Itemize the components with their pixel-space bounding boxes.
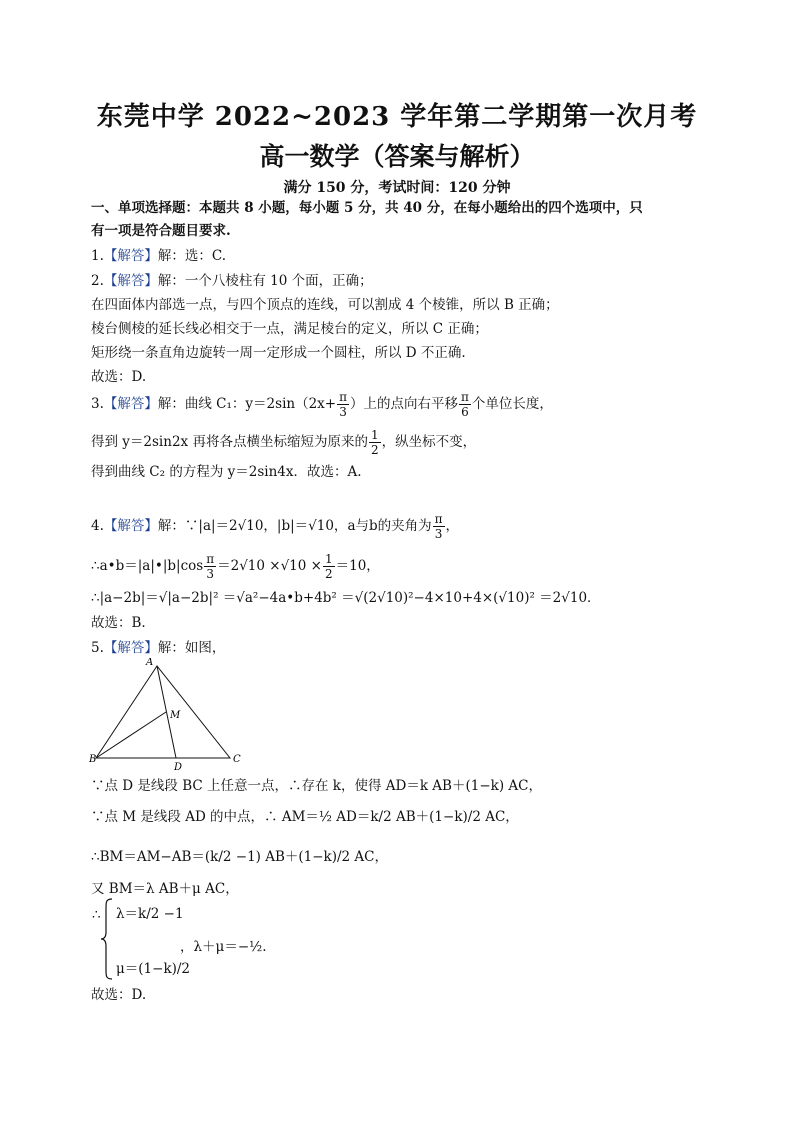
q3-line-3: 得到曲线 C₂ 的方程为 y＝2sin4x．故选：A.	[91, 464, 362, 480]
q5-line-3: ∵点 M 是线段 AD 的中点，∴ AM＝½ AD＝k/2 AB＋(1−k)/2 AC，	[91, 809, 519, 825]
q5-conclusion: 故选：D.	[91, 987, 147, 1003]
q4-fraction-pi-3: $\frac{\pi}{3}$	[434, 512, 443, 541]
section-heading-line2: 有一项是符合题目要求.	[91, 223, 231, 239]
q4-text-e: ＝10，	[335, 558, 380, 574]
q5-line-5: 又 BM＝λ AB＋μ AC，	[91, 881, 239, 897]
q2-line-5: 故选：D.	[91, 369, 147, 385]
q1-text: 解：选：C.	[157, 248, 227, 264]
segment-bm	[96, 712, 166, 758]
q3-answer-tag: 【解答】	[103, 396, 158, 412]
therefore-symbol: ∴	[92, 907, 101, 923]
q4-answer-tag: 【解答】	[103, 518, 158, 534]
label-m: M	[170, 710, 181, 721]
q4-fraction-pi-3b: $\frac{\pi}{3}$	[206, 552, 215, 581]
label-b: B	[89, 754, 97, 765]
q3-text-a: 解：曲线 C₁：y＝2sin（2x+	[157, 396, 337, 412]
page-title: 东莞中学 2022~2023 学年第二学期第一次月考	[96, 102, 698, 132]
q4-text-a: 解：∵|a|＝2√10，|b|＝√10，	[157, 518, 348, 534]
q5-line-2: ∵点 D 是线段 BC 上任意一点，∴存在 k，使得 AD＝k AB＋(1−k) AC，	[91, 778, 542, 794]
q5-answer-tag: 【解答】	[103, 640, 158, 656]
q3-text-b: ）上的点向右平移	[349, 396, 458, 412]
q4-line-1: 4.【解答】解：∵|a|＝2√10，|b|＝√10，a与b的夹角为 $\frac{\pi}{3}$ ，	[91, 512, 460, 541]
q2-line-2: 在四面体内部选一点，与四个顶点的连线，可以割成 4 个棱锥，所以 B 正确；	[91, 297, 559, 313]
label-c: C	[233, 754, 241, 765]
triangle-figure	[88, 658, 248, 773]
system-brace	[100, 898, 114, 980]
q4-text-c: ∴a•b＝|a|•|b|cos	[91, 558, 204, 574]
q3-fraction-pi-3: $\frac{\pi}{3}$	[339, 390, 347, 419]
q3-text-d: 得到 y＝2sin2x 再将各点横坐标缩短为原来的	[91, 434, 368, 450]
q3-text-e: ，纵坐标不变，	[381, 434, 477, 450]
q3-line-2	[91, 428, 476, 457]
q4-line-2	[91, 552, 380, 581]
q5-text: 解：如图，	[157, 640, 226, 656]
system-result: ，λ＋μ＝−½.	[180, 939, 267, 955]
label-d: D	[174, 762, 183, 773]
q1-line	[91, 247, 226, 265]
q2-text: 解：一个八棱柱有 10 个面，正确；	[157, 273, 373, 289]
q1-number: 1.	[91, 248, 104, 264]
system-equation-mu: μ＝(1−k)/2	[116, 961, 191, 977]
q4-text-d: ＝2√10 ×√10 ×	[217, 558, 322, 574]
q2-line-4: 矩形绕一条直角边旋转一周一定形成一个圆柱，所以 D 不正确.	[91, 345, 466, 361]
q3-fraction-half: $\frac{1}{2}$	[370, 428, 379, 457]
system-equation-lambda: λ＝k/2 −1	[116, 906, 184, 922]
q1-answer-tag: 【解答】	[103, 248, 158, 264]
q4-line-4: 故选：B.	[91, 615, 146, 631]
q4-number: 4.	[91, 518, 104, 534]
q3-fraction-pi-6: $\frac{\pi}{6}$	[460, 390, 469, 419]
q2-number: 2.	[91, 273, 104, 289]
exam-meta: 满分 150 分，考试时间：120 分钟	[283, 180, 511, 196]
q2-line-3: 棱台侧棱的延长线必相交于一点，满足棱台的定义，所以 C 正确；	[91, 321, 488, 337]
q4-line-3: ∴|a−2b|＝√|a−2b|² ＝√a²−4a•b+4b² ＝√(2√10)²−4×10+4×(√10)² ＝2√10．	[91, 590, 601, 606]
q3-line-1	[91, 390, 553, 419]
section-heading-line1: 一、单项选择题：本题共 8 小题，每小题 5 分，共 40 分，在每小题给出的四个选项中，只	[91, 200, 643, 216]
q4-fraction-half: $\frac{1}{2}$	[324, 552, 333, 581]
q2-answer-tag: 【解答】	[103, 273, 158, 289]
q4-text-b: a与b的夹角为	[347, 518, 432, 534]
q5-line-4: ∴BM＝AM−AB＝(k/2 −1) AB＋(1−k)/2 AC，	[91, 849, 389, 865]
q5-line-1	[91, 639, 225, 657]
label-a: A	[146, 658, 154, 668]
q3-text-c: 个单位长度，	[471, 396, 553, 412]
q3-number: 3.	[91, 396, 104, 412]
page-subtitle: 高一数学（答案与解析）	[259, 142, 535, 171]
q5-number: 5.	[91, 640, 104, 656]
q2-line	[91, 272, 373, 290]
